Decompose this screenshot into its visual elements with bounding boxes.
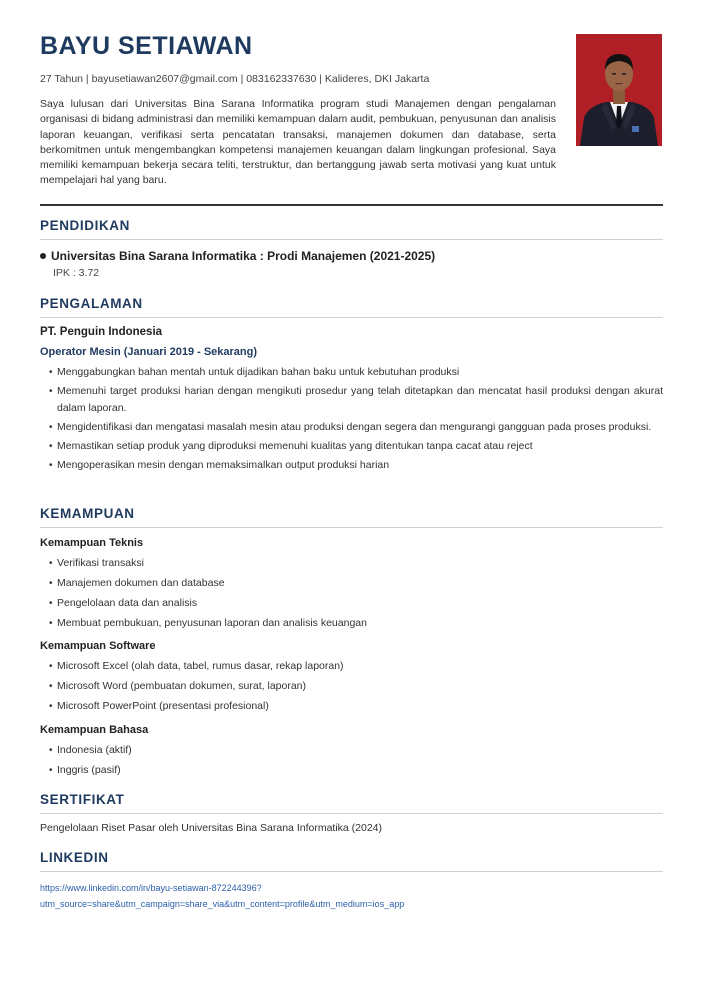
list-item: • Memastikan setiap produk yang diproduksi memenuhi kualitas yang ditentukan tanpa cacat atau reject — [40, 438, 663, 455]
company-name: PT. Penguin Indonesia — [40, 326, 163, 338]
list-item: • Microsoft Excel (olah data, tabel, rumus dasar, rekap laporan) — [40, 658, 663, 675]
education-item-text: Universitas Bina Sarana Informatika : Prodi Manajemen (2021-2025) — [51, 249, 436, 263]
linkedin-divider — [40, 871, 663, 872]
education-divider — [40, 239, 663, 240]
software-skills-heading: Kemampuan Software — [40, 640, 156, 652]
header-divider — [40, 204, 663, 206]
certificate-item: Pengelolaan Riset Pasar oleh Universitas Bina Sarana Informatika (2024) — [40, 822, 383, 834]
list-item: • Verifikasi transaksi — [40, 555, 663, 572]
list-item: • Mengoperasikan mesin dengan memaksimalkan output produksi harian — [40, 457, 663, 474]
certificate-heading: SERTIFIKAT — [40, 792, 125, 807]
list-item: • Memenuhi target produksi harian dengan mengikuti prosedur yang telah ditetapkan dan mencatat hasil produksi dengan akurat dalam laporan. — [40, 383, 663, 417]
profile-photo — [576, 34, 662, 146]
education-ipk: IPK : 3.72 — [53, 267, 100, 279]
linkedin-heading: LINKEDIN — [40, 850, 109, 865]
contact-info: 27 Tahun | bayusetiawan2607@gmail.com | 083162337630 | Kalideres, DKI Jakarta — [40, 73, 430, 85]
experience-list — [40, 364, 663, 476]
bullet-icon — [40, 253, 46, 259]
list-item: • Microsoft PowerPoint (presentasi profesional) — [40, 698, 663, 715]
technical-skills-heading: Kemampuan Teknis — [40, 537, 144, 549]
list-item: • Manajemen dokumen dan database — [40, 575, 663, 592]
skills-divider — [40, 527, 663, 528]
candidate-name: BAYU SETIAWAN — [40, 32, 253, 60]
certificate-divider — [40, 813, 663, 814]
list-item: • Indonesia (aktif) — [40, 742, 663, 759]
linkedin-url-line-2: utm_source=share&utm_campaign=share_via&utm_content=profile&utm_medium=ios_app — [40, 899, 405, 909]
education-heading: PENDIDIKAN — [40, 218, 131, 233]
linkedin-link[interactable] — [40, 880, 663, 912]
education-item — [40, 249, 435, 263]
technical-skills-list — [40, 555, 663, 632]
experience-heading: PENGALAMAN — [40, 296, 143, 311]
software-skills-list — [40, 658, 663, 715]
skills-heading: KEMAMPUAN — [40, 506, 135, 521]
language-skills-heading: Kemampuan Bahasa — [40, 724, 149, 736]
list-item: • Microsoft Word (pembuatan dokumen, surat, laporan) — [40, 678, 663, 695]
profile-summary: Saya lulusan dari Universitas Bina Sarana Informatika program studi Manajemen dengan pengalaman organisasi di bidang administrasi dan memiliki kemampuan dalam audit, pembukuan, penyusunan dan analisis laporan keuangan, verifikasi serta pencatatan transaksi, manajemen dokumen dan database, serta berkomitmen untuk mengembangkan kompetensi manajemen keuangan dalam lingkungan profesional. Saya memiliki kemampuan bekerja secara teliti, terstruktur, dan bertanggung jawab serta motivasi yang kuat untuk mempelajari hal yang baru. — [40, 98, 556, 187]
job-role: Operator Mesin (Januari 2019 - Sekarang) — [40, 346, 258, 358]
list-item: • Inggris (pasif) — [40, 762, 663, 779]
portrait-illustration — [576, 34, 662, 146]
list-item: • Mengidentifikasi dan mengatasi masalah mesin atau produksi dengan segera dan mengurangi gangguan pada proses produksi. — [40, 419, 663, 436]
list-item: • Membuat pembukuan, penyusunan laporan dan analisis keuangan — [40, 615, 663, 632]
experience-divider — [40, 317, 663, 318]
list-item: • Menggabungkan bahan mentah untuk dijadikan bahan baku untuk kebutuhan produksi — [40, 364, 663, 381]
linkedin-url-line-1: https://www.linkedin.com/in/bayu-setiawan-872244396? — [40, 883, 262, 893]
list-item: • Pengelolaan data dan analisis — [40, 595, 663, 612]
language-skills-list — [40, 742, 663, 779]
